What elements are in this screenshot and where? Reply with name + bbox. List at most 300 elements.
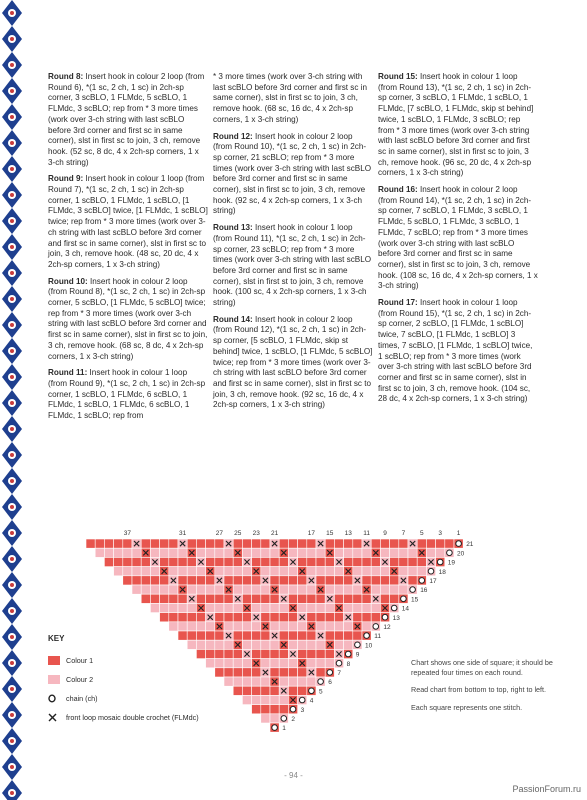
column-label: 27 [215, 530, 224, 537]
chart-cell [288, 548, 297, 557]
ornament-center [10, 271, 14, 275]
chart-cell [353, 613, 362, 622]
round-text: Insert hook in colour 1 loop (from Round 13), *(1 sc, 2 ch, 1 sc) in 2ch-sp corner, 3 scBLO, 1 FLMdc, 1 scBLO, 1 FLMdc, [7 scBLO, 1 FLMdc, skip st behind] twice, 1 scBLO, 1 FLMdc, 3 scBLO; rep from * 3 more times (work over 3-ch string with last scBLO before 3rd corner and first sc in same corner), slst in first sc to join, 3 ch, remove hook. (96 sc, 20 dc, 4 x 2ch-sp corners, 1 x 3-ch string) [378, 72, 534, 178]
chart-cell [187, 557, 196, 566]
chart-cell [279, 668, 288, 677]
chart-cell [279, 677, 288, 686]
chart-cell [325, 557, 334, 566]
chart-cell [141, 557, 150, 566]
column-label: 9 [383, 530, 387, 537]
chart-cell [160, 576, 169, 585]
round-title: Round 8: [48, 72, 84, 81]
chart-cell [261, 594, 270, 603]
chart-cell [150, 576, 159, 585]
chart-cell [160, 585, 169, 594]
chart-cell [150, 585, 159, 594]
chart-cell [279, 631, 288, 640]
chart-cell [307, 631, 316, 640]
round-paragraph [48, 174, 208, 270]
chart-cell [408, 548, 417, 557]
chart-cell [344, 594, 353, 603]
chart-cell [169, 585, 178, 594]
round-title: Round 12: [213, 131, 253, 141]
chain-marker [299, 697, 305, 703]
key-colour-1 [48, 651, 199, 670]
chart-cell [390, 548, 399, 557]
chart-cell [316, 640, 325, 649]
chart-cell [187, 576, 196, 585]
chain-marker [336, 660, 342, 666]
chart-cell [307, 603, 316, 612]
chart-cell [252, 585, 261, 594]
chart-cell [141, 576, 150, 585]
row-label: 17 [429, 578, 437, 585]
chart-cell [371, 567, 380, 576]
chart-cell [150, 603, 159, 612]
chart-cell [150, 548, 159, 557]
chart-cell [325, 603, 334, 612]
chart-cell [353, 594, 362, 603]
chart-cell [224, 594, 233, 603]
chart-cell [288, 622, 297, 631]
chart-cell [242, 613, 251, 622]
chain-marker [318, 679, 324, 685]
chart-cell [169, 539, 178, 548]
chart-cell [298, 557, 307, 566]
chart-cell [344, 557, 353, 566]
chart-cell [417, 539, 426, 548]
round-text: Insert hook in colour 2 loop (from Round 8), *(1 sc, 2 ch, 1 sc) in 2ch-sp corner, 5 scBLO, [1 FLMdc, 5 scBLO] twice; rep from * 3 more times (work over 3-ch string with last scBLO before 3rd corner and first sc in same corner), slst in first sc to join, 3 ch, remove hook. (68 sc, 8 dc, 4 x 2ch-sp corners, 1 x 3-ch string) [48, 276, 208, 361]
chain-marker [364, 633, 370, 639]
chart-cell [224, 557, 233, 566]
chart-cell [334, 539, 343, 548]
watermark: PassionForum.ru [512, 784, 581, 794]
chart-cell [307, 567, 316, 576]
chart-cell [224, 677, 233, 686]
chart-cell [316, 603, 325, 612]
chart-cell [242, 567, 251, 576]
chart-cell [353, 557, 362, 566]
chart-cell [298, 649, 307, 658]
chart-cell [178, 557, 187, 566]
row-label: 18 [438, 568, 446, 576]
chart-cell [160, 548, 169, 557]
chart-cell [408, 557, 417, 566]
ornament-center [10, 765, 14, 769]
round-paragraph [213, 72, 373, 126]
chart-cell [261, 659, 270, 668]
chart-cell [325, 567, 334, 576]
chart-cell [215, 567, 224, 576]
chart-cell [334, 567, 343, 576]
round-title: Round 13: [213, 223, 253, 233]
chart-cell [316, 576, 325, 585]
chart-cell [353, 631, 362, 640]
chart-cell [169, 567, 178, 576]
chart-cell [187, 585, 196, 594]
chain-marker [456, 541, 462, 547]
chain-marker [345, 651, 351, 657]
chain-marker [272, 725, 278, 731]
ornament-center [10, 37, 14, 41]
chart-cell [436, 548, 445, 557]
row-label: 8 [346, 660, 351, 668]
chart-cell [307, 548, 316, 557]
chart-cell [261, 695, 270, 704]
column-label: 1 [456, 530, 461, 537]
row-label: 1 [282, 725, 286, 733]
chain-marker [355, 642, 361, 648]
chart-cell [362, 594, 371, 603]
chart-cell [279, 567, 288, 576]
chart-cell [334, 622, 343, 631]
chain-icon [48, 694, 60, 703]
round-title: Round 10: [48, 276, 88, 286]
chart-cell [215, 539, 224, 548]
chart-cell [215, 585, 224, 594]
chart-cell [104, 539, 113, 548]
ornament-center [10, 583, 14, 587]
chart-cell [408, 576, 417, 585]
round-text: Insert hook in colour 1 loop (from Round 15), *(1 sc, 2 ch, 1 sc) in 2ch-sp corner, 2 scBLO, [1 FLMdc, 1 scBLO] twice, 7 scBLO, [1 FLMdc, 1 scBLO] 3 times, 7 scBLO, [1 FLMdc, 1 scBLO] twice, 1 scBLO; rep from * 3 more times (work over 3-ch string with last scBLO before 3rd corner and first sc in same corner), slst in first sc to join, 3 ch, remove hook. (104 sc, 28 dc, 4 x 2ch-sp corners, 1 x 3-ch string) [378, 298, 533, 404]
chart-cell [132, 585, 141, 594]
chart-cell [399, 548, 408, 557]
chart-cell [298, 668, 307, 677]
chain-marker [447, 550, 453, 556]
chart-cell [325, 585, 334, 594]
ornament-center [10, 791, 14, 795]
chart-cell [252, 640, 261, 649]
chart-cell [95, 539, 104, 548]
chart-cell [215, 640, 224, 649]
round-text: Insert hook in colour 1 loop (from Round 11), *(1 sc, 2 ch, 1 sc) in 2ch-sp corner, 23 scBLO; rep from * 3 more times (work over 3-ch string with last scBLO before 3rd corner and first sc in same corner), slst in first st to join, 3 ch, remove hook. (100 sc, 4 x 2ch-sp corners, 1 x 3-ch string) [213, 223, 372, 308]
chart-cell [362, 567, 371, 576]
chart-cell [196, 585, 205, 594]
round-text: Insert hook in colour 2 loop (from Round 10), *(1 sc, 2 ch, 1 sc) in 2ch-sp corner, 21 scBLO; rep from * 3 more times (work over 3-ch string with last scBLO before 3rd corner and first sc in same corner), slst in first sc to join, 3 ch, remove hook. (92 sc, 4 x 2ch-sp corners, 1 x 3-ch string) [213, 131, 372, 216]
ornament-center [10, 531, 14, 535]
chart-cell [417, 567, 426, 576]
chain-marker [281, 716, 287, 722]
round-paragraph [48, 72, 208, 168]
ornament-center [10, 323, 14, 327]
chart-cell [261, 631, 270, 640]
chart-cell [233, 631, 242, 640]
chart-cell [261, 539, 270, 548]
instructions-column-1 [48, 72, 208, 428]
chart-cell [344, 631, 353, 640]
ornament-center [10, 89, 14, 93]
chart-cell [114, 567, 123, 576]
row-label: 14 [401, 605, 410, 613]
column-label: 5 [419, 530, 424, 537]
chart-cell [279, 603, 288, 612]
key-colour-2-label: Colour 2 [66, 675, 94, 684]
chart-cell [334, 594, 343, 603]
chart-cell [169, 622, 178, 631]
ornament-pattern [0, 0, 24, 800]
chart-cell [307, 585, 316, 594]
chart-cell [215, 659, 224, 668]
ornament-center [10, 297, 14, 301]
cross-icon [48, 713, 60, 722]
chart-cell [224, 613, 233, 622]
chart-cell [206, 576, 215, 585]
chart-cell [362, 622, 371, 631]
row-label: 5 [319, 688, 323, 696]
chart-cell [436, 539, 445, 548]
column-label: 3 [438, 530, 443, 537]
column-label: 15 [326, 530, 334, 537]
round-paragraph [378, 185, 538, 292]
ornament-center [10, 11, 14, 15]
chart-cell [242, 622, 251, 631]
chart-cell [215, 613, 224, 622]
chart-cell [252, 686, 261, 695]
chart-cell [114, 539, 123, 548]
chain-marker [309, 688, 315, 694]
round-text: Insert hook in colour 2 loop (from Round 12), *(1 sc, 2 ch, 1 sc) in 2ch-sp corner, [5 scBLO, 1 FLMdc, skip st behind] twice, 1 scBLO, [1 FLMdc, 5 scBLO] twice; rep from * 3 more times (work over 3-ch string with last scBLO before 3rd corner and first sc in same corner), slst in first sc to join, 3 ch, remove hook. (92 sc, 16 dc, 4 x 2ch-sp corners, 1 x 3-ch string) [213, 314, 373, 410]
chart-cell [252, 705, 261, 714]
chart-cell [371, 603, 380, 612]
row-label: 10 [365, 642, 373, 650]
decorative-border [0, 0, 24, 800]
row-label: 2 [291, 716, 296, 723]
chart-cell [242, 677, 251, 686]
chart-cell [325, 622, 334, 631]
chart-cell [279, 539, 288, 548]
chart-cell [252, 695, 261, 704]
column-label: 23 [252, 530, 260, 537]
chart-cell [206, 548, 215, 557]
chart-cell [187, 622, 196, 631]
round-title: Round 9: [48, 174, 84, 184]
chart-cell [417, 557, 426, 566]
chart-cell [215, 594, 224, 603]
key-title: KEY [48, 634, 65, 643]
chart-cell [206, 649, 215, 658]
chart-cell [380, 594, 389, 603]
chart-cell [279, 585, 288, 594]
chart-cell [307, 649, 316, 658]
chart-cell [242, 594, 251, 603]
chart-cell [224, 659, 233, 668]
chart-cell [344, 622, 353, 631]
chart-cell [270, 567, 279, 576]
chart-cell [288, 613, 297, 622]
row-label: 3 [300, 706, 305, 714]
chart-notes [411, 658, 561, 720]
column-label: 21 [270, 530, 279, 537]
chart-cell [298, 686, 307, 695]
column-label: 37 [123, 530, 132, 537]
ornament-center [10, 115, 14, 119]
chart-cell [224, 668, 233, 677]
chart-cell [362, 603, 371, 612]
chart-cell [224, 640, 233, 649]
chart-cell [215, 603, 224, 612]
chart-cell [261, 677, 270, 686]
chart-cell [298, 677, 307, 686]
chart-cell [334, 640, 343, 649]
chart-cell [399, 567, 408, 576]
ornament-center [10, 635, 14, 639]
chart-cell [224, 576, 233, 585]
key-flmdc [48, 708, 199, 727]
chart-cell [270, 557, 279, 566]
chart-cell [270, 686, 279, 695]
chart-cell [279, 557, 288, 566]
chain-marker [290, 706, 296, 712]
chart-cell [242, 659, 251, 668]
chart-cell [242, 668, 251, 677]
ornament-center [10, 609, 14, 613]
round-paragraph [378, 72, 538, 179]
chart-cell [242, 548, 251, 557]
chart-cell [426, 548, 435, 557]
key-chain [48, 689, 199, 708]
chart-cell [132, 548, 141, 557]
chart-cell [215, 548, 224, 557]
chain-marker [391, 605, 397, 611]
chart-cell [353, 585, 362, 594]
chart-cell [288, 686, 297, 695]
chart-cell [362, 557, 371, 566]
chart-cell [261, 686, 270, 695]
chart-cell [261, 613, 270, 622]
chain-marker [382, 614, 388, 620]
chart-cell [169, 557, 178, 566]
key-colour-1-label: Colour 1 [66, 656, 94, 665]
chart-cell [307, 640, 316, 649]
chart-cell [325, 576, 334, 585]
ornament-center [10, 453, 14, 457]
chart-cell [334, 613, 343, 622]
round-text: Insert hook in colour 1 loop (from Round 9), *(1 sc, 2 ch, 1 sc) in 2ch-sp corner, 1 scBLO, 1 FLMdc, 6 scBLO, 1 FLMdc, 1 scBLO, 1 FLMdc, 6 scBLO, 1 FLMdc, 1 scBLO; rep from [48, 368, 206, 421]
ornament-center [10, 349, 14, 353]
chart-cell [325, 649, 334, 658]
ornament-center [10, 63, 14, 67]
chart-cell [270, 649, 279, 658]
chain-marker [437, 559, 443, 565]
chart-cell [399, 557, 408, 566]
chain-marker [428, 568, 434, 574]
round-text: Insert hook in colour 2 loop (from Round 14), *(1 sc, 2 ch, 1 sc) in 2ch-sp corner, 7 scBLO, 1 FLMdc, 3 scBLO, 1 FLMdc, 5 scBLO, 1 FLMdc, 3 scBLO, 1 FLMdc, 7 scBLO; rep from * 3 more times (work over 3-ch string with last scBLO before 3rd corner and first sc in same corner), slst in first sc to join, 3 ch, remove hook. (108 sc, 16 dc, 4 x 2ch-sp corners, 1 x 3-ch string) [378, 185, 538, 291]
round-title: Round 11: [48, 368, 88, 378]
ornament-center [10, 739, 14, 743]
chart-cell [288, 585, 297, 594]
column-label: 7 [401, 530, 406, 537]
ornament-center [10, 167, 14, 171]
chart-cell [252, 594, 261, 603]
chart-cell [178, 603, 187, 612]
chart-cell [270, 640, 279, 649]
chart-cell [316, 668, 325, 677]
chart-cell [316, 557, 325, 566]
chart-cell [196, 594, 205, 603]
chart-cell [390, 576, 399, 585]
page-number: - 94 - [284, 771, 303, 780]
chart-cell [169, 594, 178, 603]
chart-cell [252, 603, 261, 612]
instructions-column-2 [213, 72, 373, 417]
chart-cell [160, 613, 169, 622]
ornament-center [10, 245, 14, 249]
round-paragraph [213, 315, 373, 411]
chart-cell [196, 613, 205, 622]
ornament-center [10, 505, 14, 509]
chart-cell [252, 548, 261, 557]
chart-cell [288, 640, 297, 649]
chart-cell [169, 613, 178, 622]
chart-cell [215, 557, 224, 566]
chart-cell [270, 548, 279, 557]
chart-cell [288, 677, 297, 686]
colour-1-swatch [48, 656, 60, 665]
chart-cell [123, 548, 132, 557]
chart-cell [242, 631, 251, 640]
ornament-center [10, 193, 14, 197]
ornament-center [10, 219, 14, 223]
chart-cell [233, 668, 242, 677]
chart-key [48, 634, 199, 727]
key-chain-label: chain (ch) [66, 694, 98, 703]
chart-cell [233, 677, 242, 686]
chart-cell [371, 585, 380, 594]
round-text: Insert hook in colour 2 loop (from Round 6), *(1 sc, 2 ch, 1 sc) in 2ch-sp corner, 3 scBLO, 1 FLMdc, 5 scBLO, 1 FLMdc, 3 scBLO; rep from * 3 more times (work over 3-ch string with last scBLO before 3rd corner and first sc in same corner), slst in first sc to join, 3 ch, remove hook. (52 sc, 8 dc, 4 x 2ch-sp corners, 1 x 3-ch string) [48, 72, 205, 167]
chart-cell [288, 659, 297, 668]
chart-cell [252, 622, 261, 631]
chart-cell [132, 576, 141, 585]
chart-cell [187, 603, 196, 612]
chart-cell [353, 603, 362, 612]
chart-cell [150, 539, 159, 548]
round-text: Insert hook in colour 1 loop (from Round 7), *(1 sc, 2 ch, 1 sc) in 2ch-sp corner, 1 scBLO, 1 FLMdc, 1 scBLO, [1 FLMdc, 3 scBLO] twice, [1 FLMdc, 1 scBLO] twice; rep from * 3 more times (work over 3-ch string with last scBLO before 3rd corner and first sc in same corner), slst in first sc to join, 3 ch, remove hook. (48 sc, 20 dc, 4 x 2ch-sp corners, 1 x 3-ch string) [48, 174, 208, 269]
column-label: 11 [363, 530, 370, 537]
chart-cell [215, 668, 224, 677]
key-colour-2 [48, 670, 199, 689]
chart-cell [325, 631, 334, 640]
chart-cell [270, 594, 279, 603]
chart-cell [141, 539, 150, 548]
chart-cell [242, 686, 251, 695]
chart-cell [104, 548, 113, 557]
chart-cell [160, 557, 169, 566]
chart-cell [242, 539, 251, 548]
chart-cell [371, 557, 380, 566]
chart-cell [426, 539, 435, 548]
chart-cell [307, 594, 316, 603]
chart-cell [252, 668, 261, 677]
round-title: Round 15: [378, 72, 418, 81]
chart-cell [399, 539, 408, 548]
chart-cell [344, 603, 353, 612]
chart-cell [270, 622, 279, 631]
chart-cell [141, 594, 150, 603]
chart-cell [169, 548, 178, 557]
chart-cell [316, 659, 325, 668]
chart-cell [261, 548, 270, 557]
ornament-center [10, 479, 14, 483]
chart-cell [380, 576, 389, 585]
chart-cell [344, 548, 353, 557]
chart-cell [252, 539, 261, 548]
chart-cell [252, 677, 261, 686]
chart-cell [298, 594, 307, 603]
chart-cell [86, 539, 95, 548]
chart-cell [178, 622, 187, 631]
chart-cell [160, 539, 169, 548]
chart-cell [445, 539, 454, 548]
